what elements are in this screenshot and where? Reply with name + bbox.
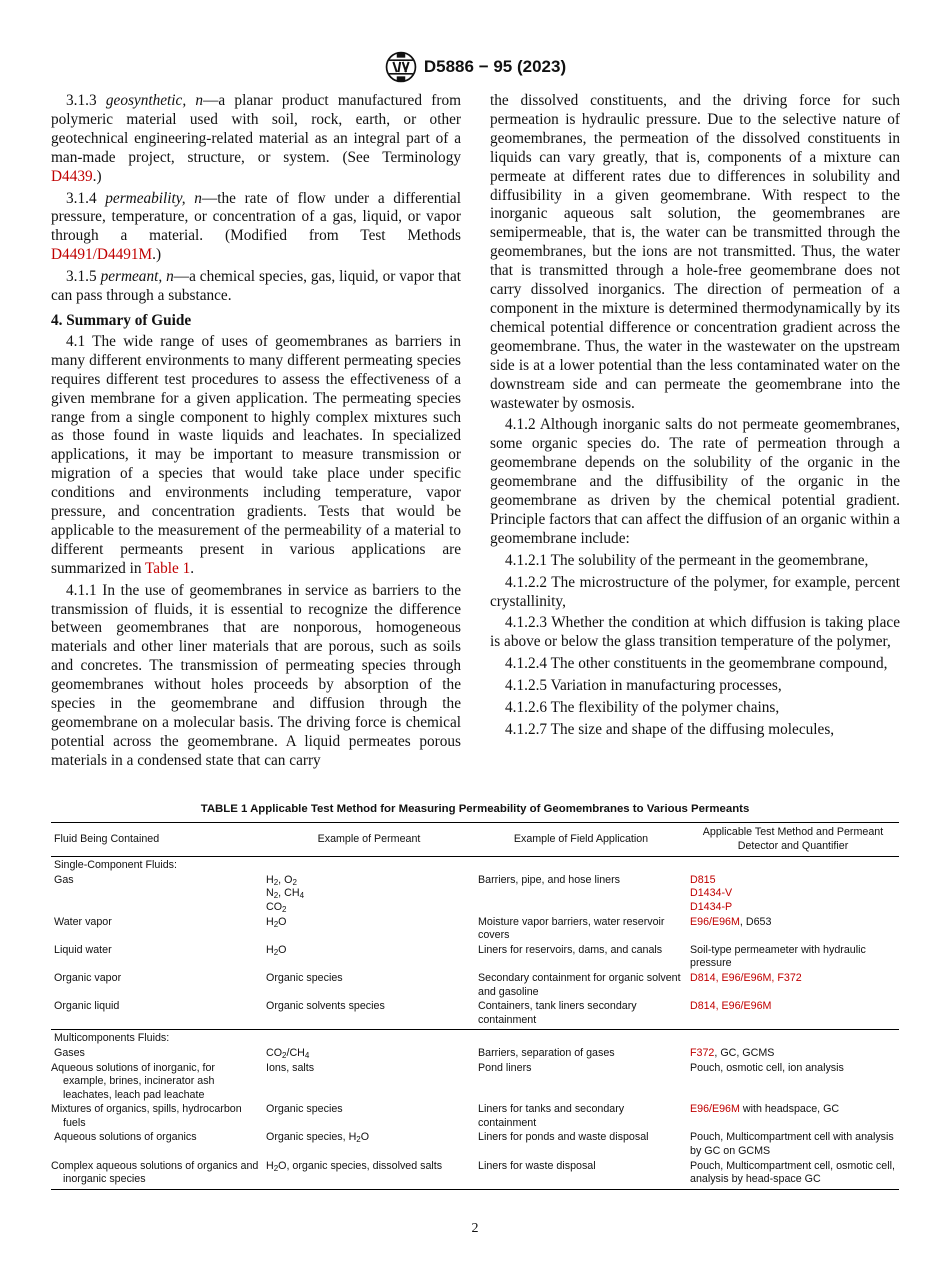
para-4-1-2-3: 4.1.2.3 Whether the condition at which diffusion is taking place is above or below the glass transition temperature of the polymer, xyxy=(490,614,900,651)
table-row: Gases $CO_2/CH_4$ Barriers, separation of gases F372, GC, GCMS xyxy=(54,1046,775,1060)
para-3-1-3: 3.1.3 geosynthetic, n—a planar product manufactured from polymeric material used with soil, rock, earth, or other geotechnical engineering-related material as an integral part of a man-made project, structure, or system. (See Terminology D4439.) xyxy=(51,92,462,185)
ref-d814-link[interactable]: D814 xyxy=(690,1000,716,1013)
ref-d1434-link[interactable]: D1434 xyxy=(690,900,722,913)
ref-e96-link[interactable]: E96/E96M xyxy=(721,1000,772,1013)
col-header-application: Example of Field Application xyxy=(475,823,687,857)
left-column xyxy=(51,92,461,774)
ref-d814-link[interactable]: D814 xyxy=(690,971,716,984)
ref-f372-link[interactable]: F372 xyxy=(690,1046,715,1059)
col-header-method: Applicable Test Method and Permeant Detector and Quantifier xyxy=(687,823,899,857)
para-4-1-2-1: 4.1.2.1 The solubility of the permeant in the geomembrane, xyxy=(505,551,869,569)
ref-e96-link[interactable]: E96/E96M xyxy=(690,915,740,928)
page-header xyxy=(0,50,950,89)
para-3-1-5: 3.1.5 permeant, n—a chemical species, gas, liquid, or vapor that can pass through a substance. xyxy=(51,268,461,305)
ref-e96-link[interactable]: E96/E96M xyxy=(721,971,772,984)
para-3-1-4: 3.1.4 permeability, n—the rate of flow under a differential pressure, temperature, or concentration of a gas, liquid, or vapor through a material. (Modified from Test Methods D4491/D4491M.) xyxy=(51,189,461,264)
para-4-1-2-4: 4.1.2.4 The other constituents in the geomembrane compound, xyxy=(505,655,888,673)
table-row: Organic vapor Organic species Secondary containment for organic solvent and gasoline D814, E96/E96M, F372 xyxy=(54,971,802,998)
table-row: Water vapor $H_2O$ Moisture vapor barriers, water reservoir covers E96/E96M, D653 xyxy=(54,915,772,942)
col-header-permeant: Example of Permeant xyxy=(263,823,475,857)
table-row: Organic liquid Organic solvents species Containers, tank liners secondary containment D814, E96/E96M xyxy=(51,1000,899,1030)
ref-d4439-link[interactable]: D4439 xyxy=(51,167,93,185)
ref-f372-link[interactable]: F372 xyxy=(777,971,802,984)
table-row: Mixtures of organics, spills, hydrocarbon fuels Organic species Liners for tanks and secondary containment E96/E96M with headspace, GC xyxy=(51,1103,840,1129)
table-row: Gas $H_2$, $O_2$ $N_2$, $CH_4$ $CO_2$ Barriers, pipe, and hose liners D815 D1434-V D1434-P xyxy=(54,873,733,914)
para-4-1-1: 4.1.1 In the use of geomembranes in service as barriers to the transmission of fluids, it is essential to recognize the difference between geomembranes that are nonporous, homogeneous materials and other liner materials that are porous, such as soils and concretes. The transmission of permeating species through geomembranes without holes proceeds by absorption of the species in the geomembrane and diffusion through the geomembrane on a molecular basis. The driving force is chemical potential across the geomembrane. A liquid permeates porous materials in a condensed state that can carry xyxy=(51,581,461,769)
ref-d1434-link[interactable]: D1434 xyxy=(690,887,722,900)
para-4-1-2-6: 4.1.2.6 The flexibility of the polymer chains, xyxy=(505,699,780,717)
para-4-1-2-5: 4.1.2.5 Variation in manufacturing processes, xyxy=(505,677,782,695)
astm-logo-icon xyxy=(384,50,418,84)
para-4-1-1-continued: the dissolved constituents, and the driving force for such permeation is hydraulic pressure. Due to the selective nature of geomembranes, the permeation of the dissolved constituents in liquids can vary greatly, that is, components of a mixture can permeate at different rates due to differences in solubility and diffusibility in a given geomembrane. With respect to the inorganic aqueous salt solution, the geomembranes are semipermeable, that is, the water can be transmitted through the geomembranes, but the ions are not transmitted. Thus, the water that is transmitted through a hole-free geomembrane does not carry dissolved inorganics. The direction of permeation of a component in the mixture is determined thermodynamically by its chemical potential difference or concentration gradient across the geomembrane. Thus, the water in the wastewater on the upstream side is at a lower potential than the less contaminated water on the downstream side and can permeate the geomembrane into the wastewater by osmosis. xyxy=(490,92,900,412)
ref-table-1-link[interactable]: Table 1 xyxy=(145,559,191,577)
table-row: Complex aqueous solutions of organics and inorganic species $H_2O$, organic species, dissolved salts Liners for waste disposal Pouch, Multicompartment cell, osmotic cell, analysis by head-space GC xyxy=(51,1160,899,1190)
permeability-test-table xyxy=(51,822,899,1190)
para-4-1: 4.1 The wide range of uses of geomembranes as barriers in many different environments to many different permeating species requires different test procedures to assess the effectiveness of a given membrane for a given application. The permeating species range from a single component to highly complex mixtures such as those found in waste liquids and leachates. In specialized applications, it may be important to measure transmission or migration of a species that would take place under specific conditions and environments including temperature, vapor pressure, and concentration gradients. Tests that would be applicable to the measurement of the permeability of a material to different permeants present in various applications are summarized in Table 1. xyxy=(51,332,461,577)
document-id: D5886 − 95 (2023) xyxy=(423,57,567,76)
page-number: 2 xyxy=(471,1221,479,1236)
table-title: TABLE 1 Applicable Test Method for Measuring Permeability of Geomembranes to Various Permeants xyxy=(200,803,750,815)
right-column xyxy=(490,92,900,743)
ref-d4491-link[interactable]: D4491/D4491M xyxy=(51,246,153,264)
ref-e96-link[interactable]: E96/E96M xyxy=(690,1103,740,1116)
para-4-1-2: 4.1.2 Although inorganic salts do not permeate geomembranes, some organic species do. The rate of permeation through a geomembrane depends on the solubility of the organic in the geomembrane and the diffusibility of the organic in the geomembrane as driven by the chemical potential gradient. Principle factors that can affect the diffusion of an organic within a geomembrane include: xyxy=(490,416,900,547)
para-4-1-2-2: 4.1.2.2 The microstructure of the polymer, for example, percent crystallinity, xyxy=(490,573,900,610)
section-4-heading: 4. Summary of Guide xyxy=(51,311,192,329)
col-header-fluid: Fluid Being Contained xyxy=(51,823,263,857)
ref-d815-link[interactable]: D815 xyxy=(690,873,716,886)
para-4-1-2-7: 4.1.2.7 The size and shape of the diffusing molecules, xyxy=(505,721,835,738)
table-group-row: Single-Component Fluids: xyxy=(54,859,177,872)
table-row: Aqueous solutions of inorganic, for example, brines, incinerator ash leachates, leach pad leachate Ions, salts Pond liners Pouch, osmotic cell, ion analysis xyxy=(51,1061,844,1101)
table-row: Aqueous solutions of organics Organic species, $H_2O$ Liners for ponds and waste disposal Pouch, Multicompartment cell with analysis by GC on GCMS xyxy=(54,1131,894,1158)
table-header-row xyxy=(51,823,899,857)
table-group-row: Multicomponents Fluids: xyxy=(54,1032,170,1045)
table-row: Liquid water $H_2O$ Liners for reservoirs, dams, and canals Soil-type permeameter with hydraulic pressure xyxy=(54,943,866,970)
